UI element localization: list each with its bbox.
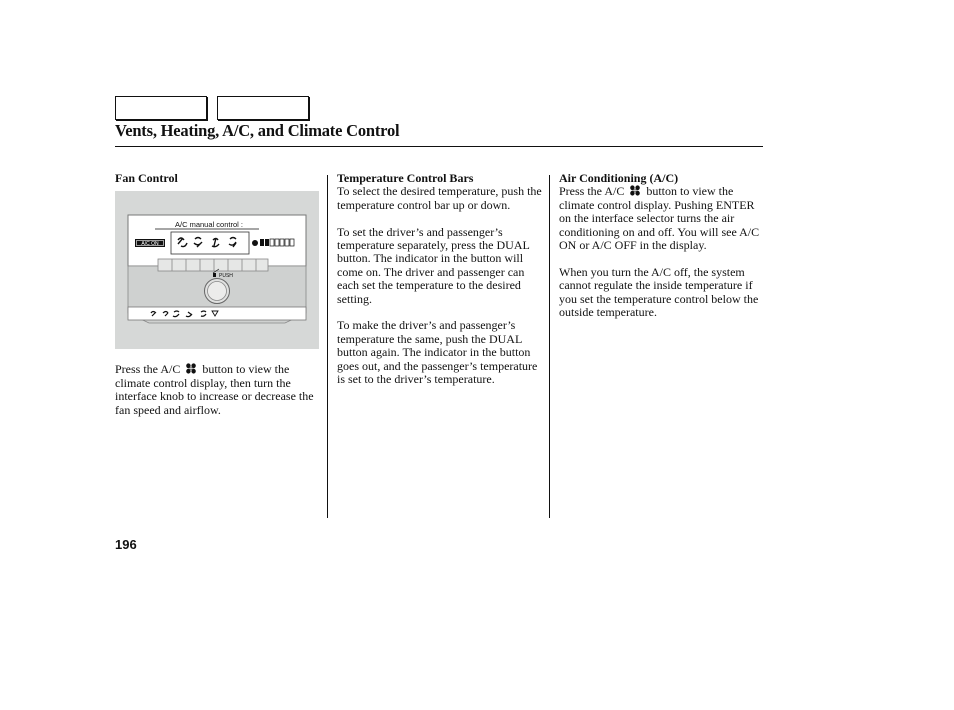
column-fan-control bbox=[115, 172, 321, 417]
section-heading: Temperature Control Bars bbox=[337, 171, 474, 185]
paragraph: To make the driver’s and passenger’s temperature the same, push the DUAL button again. The indicator in the button goes out, and the passenger’s temperature is set to the driver’s temperature. bbox=[337, 318, 538, 387]
page-title: Vents, Heating, A/C, and Climate Control bbox=[115, 121, 400, 140]
fan-icon bbox=[629, 185, 641, 196]
column-divider-2 bbox=[549, 175, 550, 518]
paragraph: Press the A/C button to view the climate control display. Pushing ENTER on the interface selector turns the air conditioning on and off. You will see A/C ON or A/C OFF in the display. bbox=[559, 184, 760, 253]
section-heading: Fan Control bbox=[115, 171, 178, 185]
paragraph: When you turn the A/C off, the system cannot regulate the inside temperature if you set the temperature control below the outside temperature. bbox=[559, 264, 759, 320]
column-air-conditioning bbox=[559, 172, 763, 319]
ac-status-badge: A/C ON bbox=[141, 241, 159, 248]
page-number: 196 bbox=[115, 537, 137, 552]
title-divider bbox=[115, 146, 763, 147]
column-divider-1 bbox=[327, 175, 328, 518]
paragraph: Press the A/C button to view the climate control display, then turn the interface knob to increase or decrease the fan speed and airflow. bbox=[115, 362, 314, 417]
climate-display-figure bbox=[115, 191, 319, 349]
column-temperature-control bbox=[337, 172, 545, 386]
nav-tab-box-1[interactable] bbox=[115, 96, 207, 120]
climate-display-illustration bbox=[115, 191, 319, 349]
fan-icon bbox=[185, 363, 197, 374]
push-label: PUSH bbox=[219, 273, 233, 280]
paragraph: To set the driver’s and passenger’s temperature separately, press the DUAL button. The indicator in the button will come on. The driver and passenger can each set the temperature to the desired setting. bbox=[337, 224, 530, 306]
section-heading: Air Conditioning (A/C) bbox=[559, 171, 679, 185]
display-title: A/C manual control : bbox=[175, 220, 243, 230]
paragraph: To select the desired temperature, push the temperature control bar up or down. bbox=[337, 184, 542, 212]
nav-tab-box-2[interactable] bbox=[217, 96, 309, 120]
